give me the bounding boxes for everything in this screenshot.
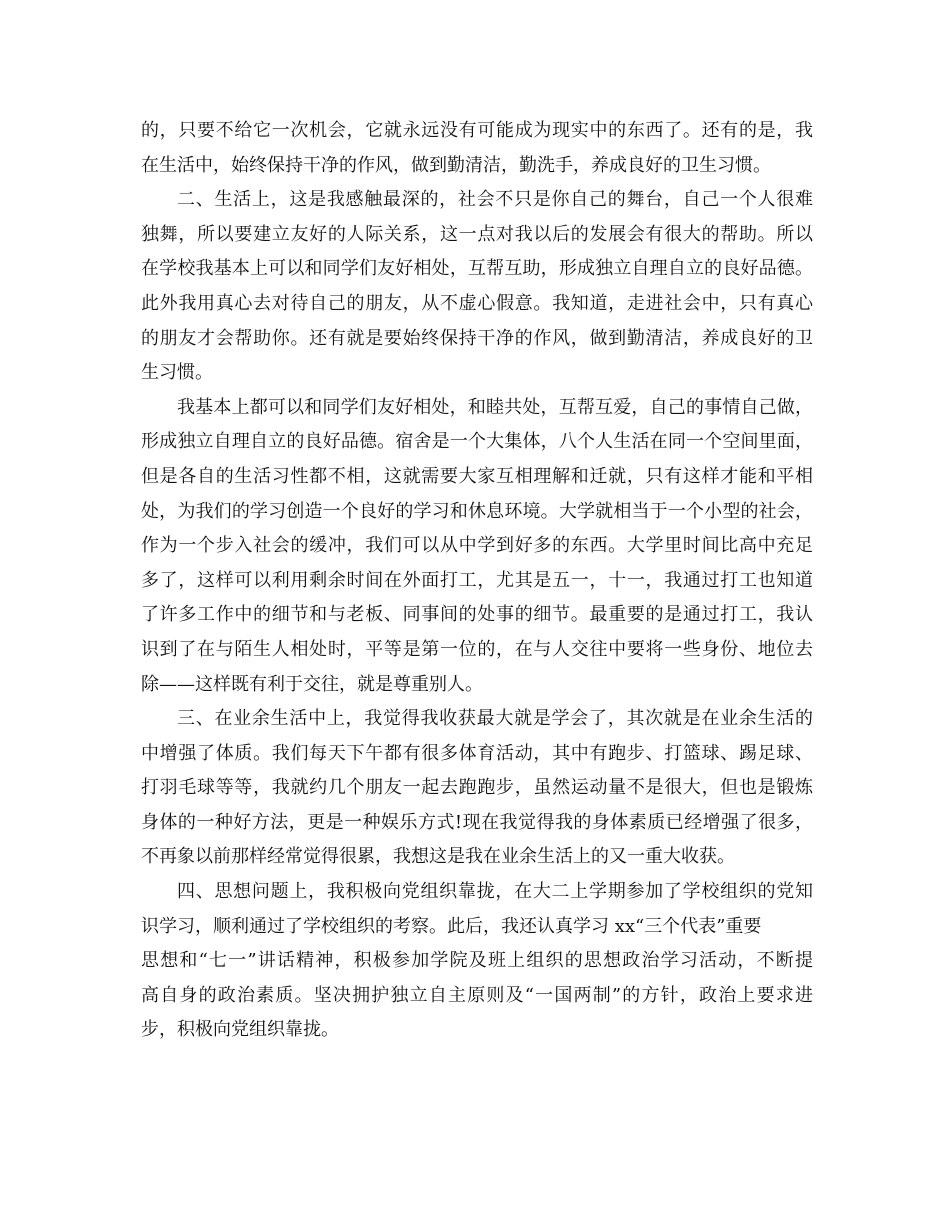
text-line: 的，只要不给它一次机会，它就永远没有可能成为现实中的东西了。还有的是，我 xyxy=(141,120,813,141)
paragraph-start-line: 我基本上都可以和同学们友好相处，和睦共处，互帮互爱，自己的事情自己做， xyxy=(177,396,813,418)
paragraph-start-line: 三、在业余生活中上，我觉得我收获最大就是学会了，其次就是在业余生活的 xyxy=(177,708,813,730)
text-line: 形成独立自理自立的良好品德。宿舍是一个大集体，八个人生活在同一个空间里面， xyxy=(141,431,813,453)
text-line: 处，为我们的学习创造一个良好的学习和休息环境。大学就相当于一个小型的社会， xyxy=(141,500,813,522)
text-line: 生习惯。 xyxy=(141,362,213,384)
text-line: 除——这样既有利于交往，就是尊重别人。 xyxy=(141,673,483,695)
text-line: 了许多工作中的细节和与老板、同事间的处事的细节。最重要的是通过打工，我认 xyxy=(141,604,813,626)
text-line: 但是各自的生活习性都不相，这就需要大家互相理解和迁就，只有这样才能和平相 xyxy=(141,465,813,487)
text-line: 识学习，顺利通过了学校组织的考察。此后，我还认真学习 xx“三个代表”重要 xyxy=(141,915,762,937)
text-line: 步，积极向党组织靠拢。 xyxy=(141,1019,339,1041)
text-line: 身体的一种好方法，更是一种娱乐方式!现在我觉得我的身体素质已经增强了很多， xyxy=(141,811,813,833)
text-line: 独舞，所以要建立友好的人际关系，这一点对我以后的发展会有很大的帮助。所以 xyxy=(141,223,813,245)
text-line: 中增强了体质。我们每天下午都有很多体育活动，其中有跑步、打篮球、踢足球、 xyxy=(141,742,813,764)
text-line: 不再象以前那样经常觉得很累，我想这是我在业余生活上的又一重大收获。 xyxy=(141,846,735,868)
text-line: 作为一个步入社会的缓冲，我们可以从中学到好多的东西。大学里时间比高中充足 xyxy=(141,535,813,557)
document-body xyxy=(141,114,813,1048)
text-line: 在生活中，始终保持干净的作风，做到勤清洁，勤洗手，养成良好的卫生习惯。 xyxy=(141,154,771,176)
text-line: 多了，这样可以利用剩余时间在外面打工，尤其是五一，十一，我通过打工也知道 xyxy=(141,569,813,591)
text-line: 思想和“七一”讲话精神，积极参加学院及班上组织的思想政治学习活动，不断提 xyxy=(141,950,813,972)
text-line: 高自身的政治素质。坚决拥护独立自主原则及“一国两制”的方针，政治上要求进 xyxy=(141,984,813,1006)
text-line: 的朋友才会帮助你。还有就是要始终保持干净的作风，做到勤清洁，养成良好的卫 xyxy=(141,327,813,349)
text-line: 此外我用真心去对待自己的朋友，从不虚心假意。我知道，走进社会中，只有真心 xyxy=(141,292,813,314)
text-line: 识到了在与陌生人相处时，平等是第一位的，在与人交往中要将一些身份、地位去 xyxy=(141,638,813,660)
text-line: 在学校我基本上可以和同学们友好相处，互帮互助，形成独立自理自立的良好品德。 xyxy=(141,258,813,280)
paragraph-start-line: 二、生活上，这是我感触最深的，社会不只是你自己的舞台，自己一个人很难 xyxy=(177,189,813,211)
paragraph-start-line: 四、思想问题上，我积极向党组织靠拢，在大二上学期参加了学校组织的党知 xyxy=(177,881,813,903)
text-line: 打羽毛球等等，我就约几个朋友一起去跑跑步，虽然运动量不是很大，但也是锻炼 xyxy=(141,777,813,799)
